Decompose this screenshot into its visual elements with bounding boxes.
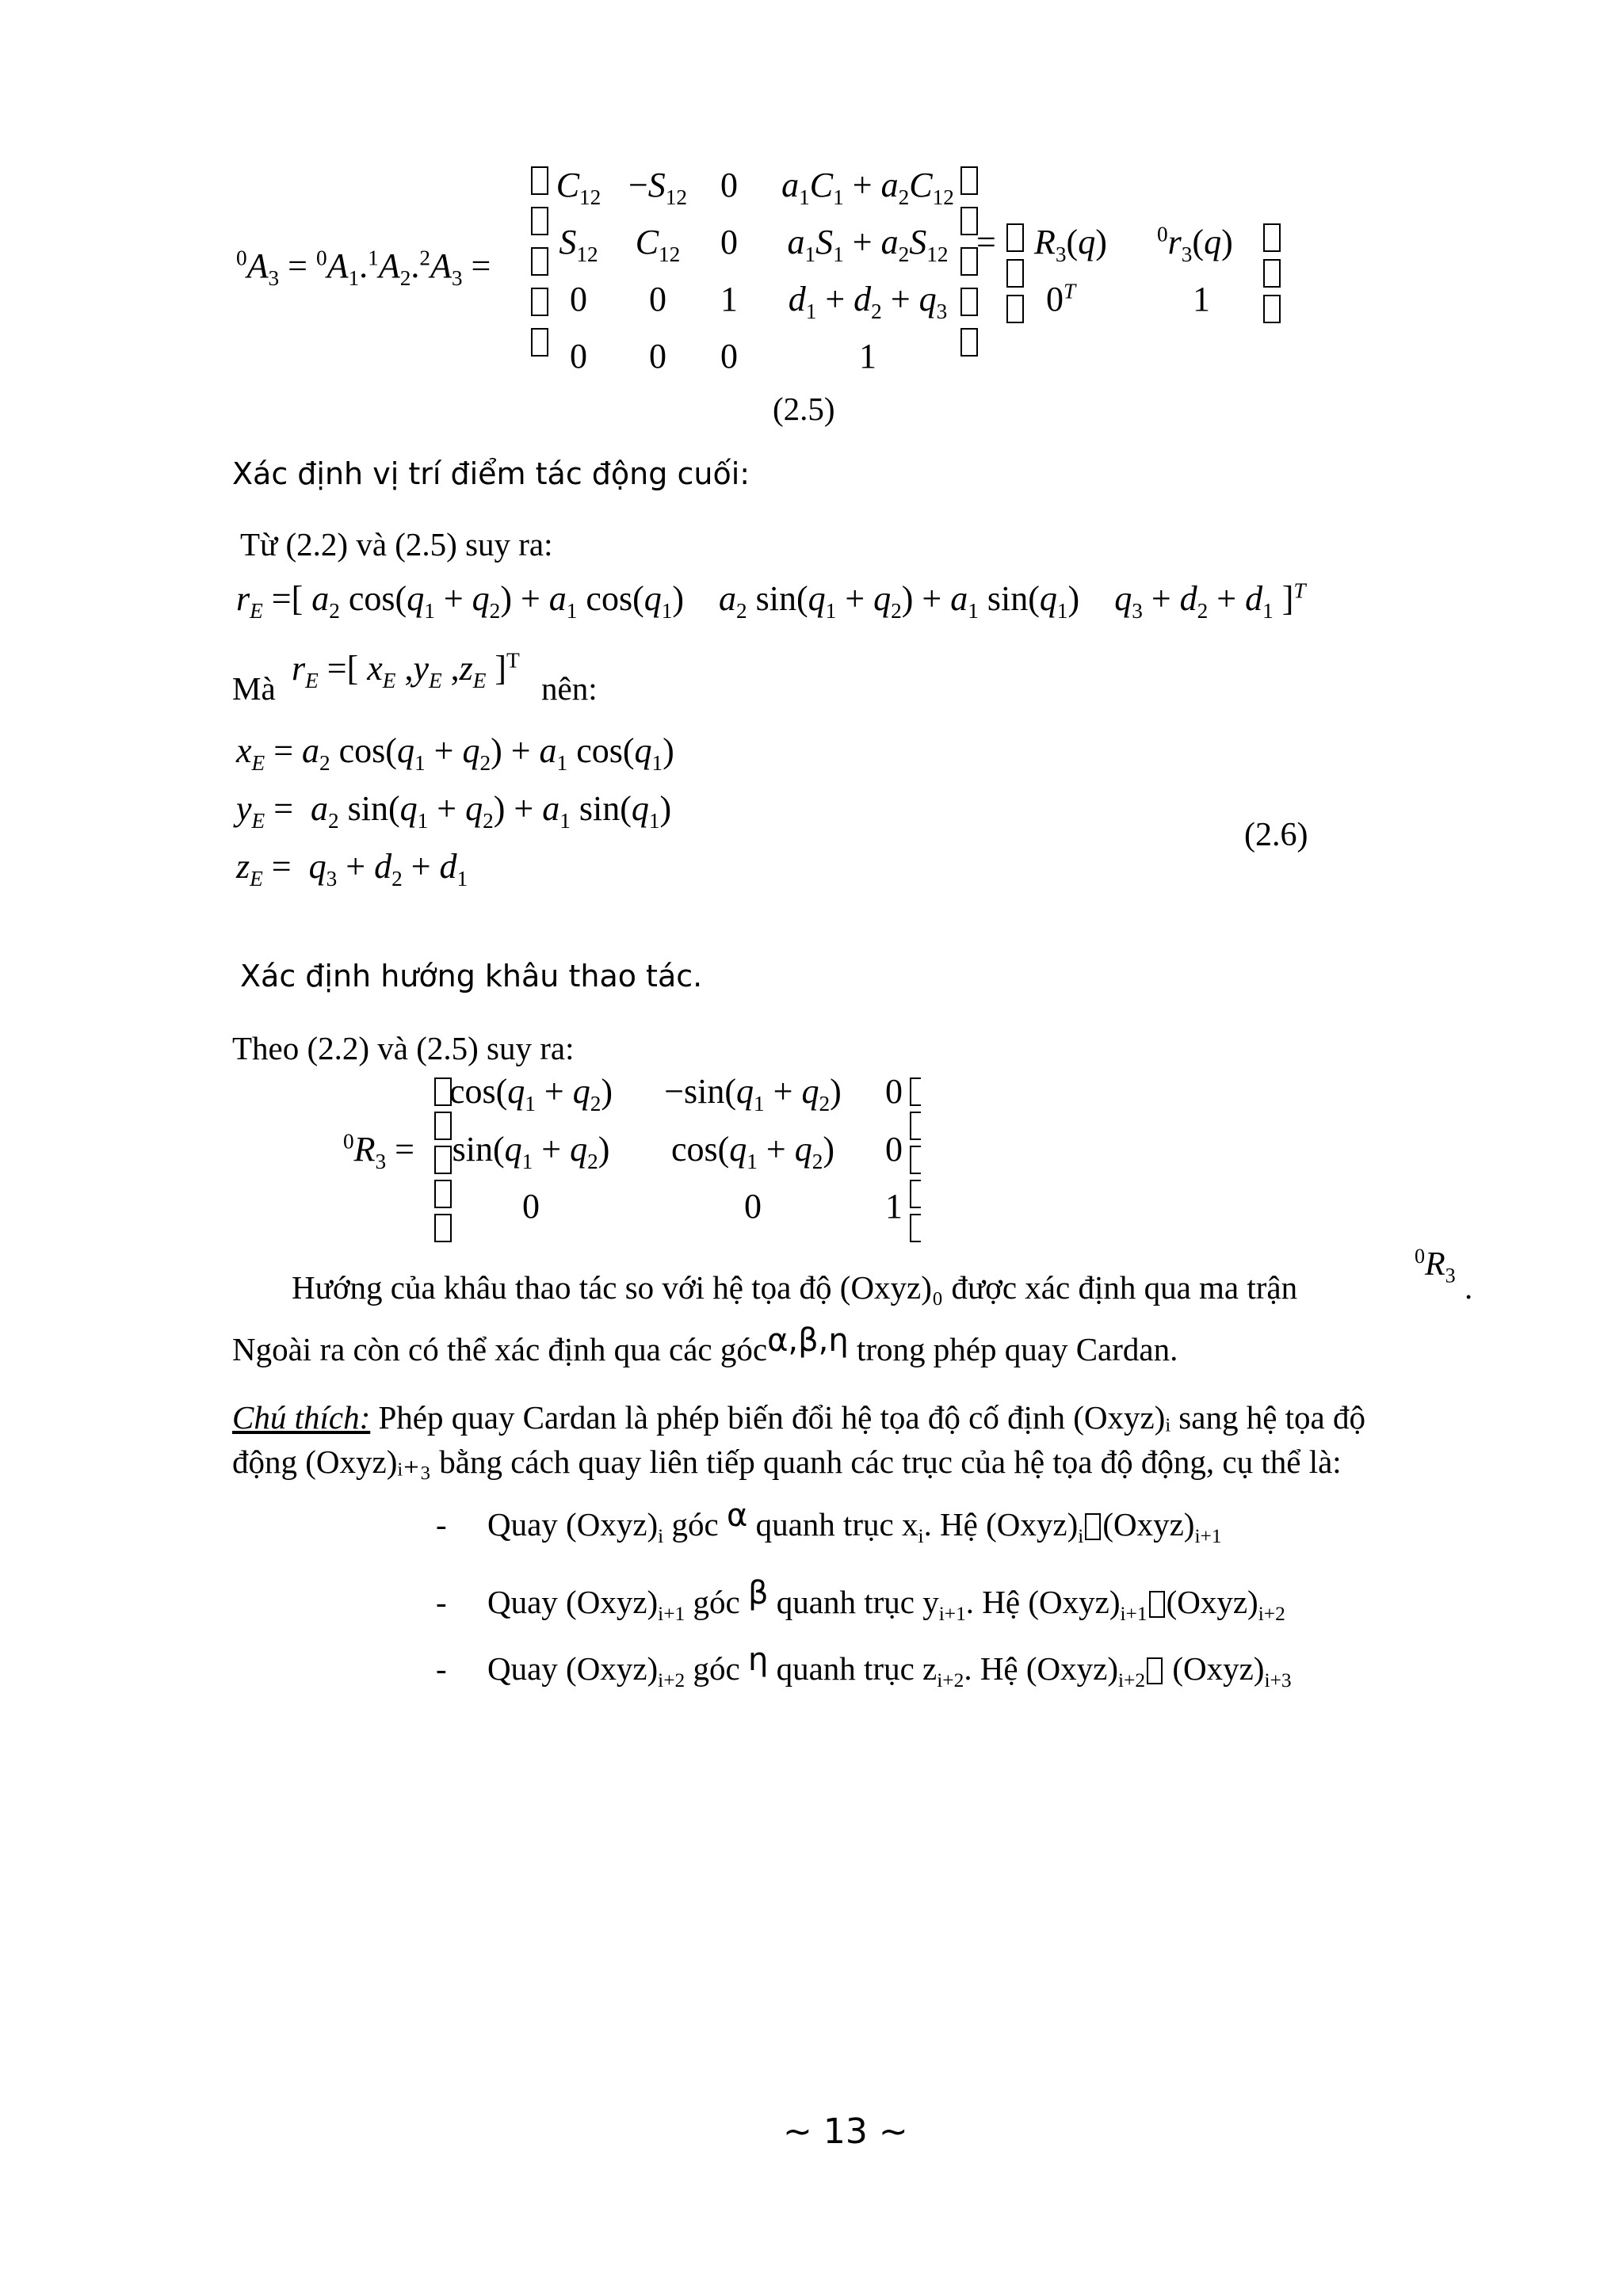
note-line-1 [232, 1396, 1365, 1439]
eq-2-5-cell-r4c1: 0 [570, 337, 587, 376]
bullet-text: . Hệ (Oxyz) [965, 1584, 1121, 1620]
paragraph-angles-after: trong phép quay Cardan. [857, 1331, 1178, 1367]
line-theo: Theo (2.2) và (2.5) suy ra: [232, 1030, 575, 1066]
bullet-sub: i+2 [658, 1669, 685, 1692]
paragraph-angles [232, 1322, 1178, 1371]
eq-2-6-number: (2.6) [1244, 817, 1308, 853]
eq-rE: $r_E$ =[ $a_2$ $\cos(q_1 + q_2) + a_1$ $\cos(q_1)$ $a_2$ $\sin(q_1 + q_2) + a_1$ $\sin(q_1)$ $q_3 + d_2 + d_1$ ]$^T$ [236, 578, 1306, 623]
eq-R3-cell-r3c1: 0 [522, 1187, 540, 1226]
bullet-sub: i+2 [1117, 1669, 1146, 1692]
note-line-2: động (Oxyz)ᵢ₊₃ bằng cách quay liên tiếp quanh các trục của hệ tọa độ động, cụ thể là: [232, 1444, 1342, 1480]
bullet-text: (Oxyz) [1166, 1584, 1258, 1620]
eq-2-5-cell-r4c3: 0 [720, 337, 738, 376]
arrow-icon [1147, 1657, 1163, 1684]
arrow-icon [1149, 1591, 1165, 1618]
eq-R3-cell-r3c3: 1 [885, 1187, 903, 1226]
bullet-text: quanh trục z [768, 1650, 938, 1687]
bullet-text: góc [685, 1584, 748, 1620]
eq-2-5-number: (2.5) [773, 391, 835, 427]
bullet-sub: i [1078, 1525, 1084, 1548]
heading-position: Xác định vị trí điểm tác động cuối: [232, 456, 750, 491]
eq-2-5-cell-r3c2: 0 [649, 280, 666, 318]
eq-2-5-cell-r1c4: $a_1C_1 + a_2C_{12}$ [781, 166, 954, 209]
eq-2-5-cell-r2c1: $S_{12}$ [559, 223, 598, 266]
eq-R3-cell-r3c2: 0 [744, 1187, 762, 1226]
bullet-item [436, 1642, 1292, 1692]
eq-R3-cell-r1c2: $-\sin(q_1 + q_2)$ [664, 1072, 842, 1116]
eq-2-5-cell-r4c2: 0 [649, 337, 666, 376]
line-ma-prefix: Mà [232, 670, 276, 707]
page-number: ~ 13 ~ [783, 2111, 908, 2152]
eq-2-6-xE: $x_E = a_2$ $\cos(q_1 + q_2) + a_1$ $\cos(q_1)$ [236, 731, 674, 775]
eq-R3-right-bracket [908, 1077, 921, 1243]
eq-2-5-cell-r1c3: 0 [720, 166, 738, 204]
eq-2-5-block-r1c1: $R_3(q)$ [1034, 223, 1107, 266]
eq-2-5-block-right-bracket [1262, 223, 1282, 324]
eq-2-5-block-r1c2: $^0r_3(q)$ [1157, 222, 1233, 266]
eq-R3-lhs: $^0R_3$ = [343, 1129, 414, 1173]
eq-2-5-block-r2c1: $0^T$ [1046, 279, 1076, 318]
line-from: Từ (2.2) và (2.5) suy ra: [240, 526, 553, 563]
bullet-dash: - [436, 1506, 447, 1543]
paragraph-angles-before: Ngoài ra còn có thể xác định qua các góc [232, 1331, 768, 1367]
bullet-text: Quay (Oxyz) [487, 1506, 659, 1543]
eq-R3-cell-r1c3: 0 [885, 1072, 903, 1111]
eq-2-5-cell-r2c3: 0 [720, 223, 738, 261]
eq-2-5-cell-r3c1: 0 [570, 280, 587, 318]
eq-2-5-cell-r2c2: $C_{12}$ [635, 223, 681, 266]
bullet-sub: i+2 [937, 1669, 964, 1692]
line-ma-formula: $r_E$ =[ $x_E$ $,y_E$ $,z_E$ ]$^T$ [292, 648, 520, 692]
bullet-text: quanh trục y [768, 1584, 939, 1620]
alpha-symbol: α [726, 1497, 748, 1534]
eq-2-5-cell-r1c1: $C_{12}$ [556, 166, 601, 209]
note-line-1-text: Phép quay Cardan là phép biến đổi hệ tọa độ cố định (Oxyz)ᵢ sang hệ tọa độ [378, 1399, 1365, 1436]
eq-2-5-cell-r3c3: 1 [720, 280, 738, 318]
eta-symbol: η [747, 1642, 769, 1678]
bullet-text: góc [663, 1506, 727, 1543]
eq-2-5-cell-r1c2: $-S_{12}$ [628, 166, 688, 209]
bullet-text: Quay (Oxyz) [487, 1584, 659, 1620]
bullet-sub: i+1 [658, 1603, 685, 1626]
eq-2-5-cell-r4c4: 1 [859, 337, 876, 376]
bullet-sub: i+1 [938, 1603, 966, 1626]
bullet-dash: - [436, 1584, 447, 1620]
bullet-text: quanh trục x [747, 1506, 918, 1543]
eq-2-5-block-left-bracket [1005, 223, 1025, 324]
eq-R3-cell-r2c1: $\sin(q_1 + q_2)$ [452, 1130, 610, 1173]
bullet-item [436, 1575, 1285, 1626]
paragraph-orientation-text: Hướng của khâu thao tác so với hệ tọa độ (Oxyz)₀ được xác định qua ma trận [292, 1269, 1298, 1306]
eq-2-5-block-r2c2: 1 [1193, 280, 1210, 318]
line-ma-suffix: nên: [541, 670, 598, 707]
bullet-sub: i [658, 1525, 664, 1548]
bullet-item [436, 1497, 1222, 1548]
bullet-sub: i+1 [1120, 1603, 1148, 1626]
eq-R3-cell-r2c2: $\cos(q_1 + q_2)$ [670, 1130, 835, 1173]
heading-orientation: Xác định hướng khâu thao tác. [240, 959, 703, 994]
eq-2-6-yE: $y_E = a_2$ $\sin(q_1 + q_2) + a_1$ $\sin(q_1)$ [236, 789, 672, 833]
eq-2-5-lhs: $^0A_3 = ^0A_1.^1A_2.^2A_3$ = [236, 246, 491, 290]
bullet-text: (Oxyz) [1102, 1506, 1195, 1543]
bullet-text: (Oxyz) [1164, 1650, 1265, 1687]
eq-2-5-cell-r3c4: $d_1 + d_2 + q_3$ [788, 280, 948, 323]
eq-2-6-zE: $z_E = q_3 + d_2 + d_1$ [236, 847, 468, 891]
bullet-sub: i [918, 1525, 924, 1548]
eq-2-5-cell-r2c4: $a_1S_1 + a_2S_{12}$ [787, 223, 949, 266]
note-label: Chú thích: [232, 1399, 371, 1436]
eq-R3-cell-r1c1: $\cos(q_1 + q_2)$ [449, 1072, 613, 1116]
arrow-icon [1085, 1513, 1101, 1540]
bullet-text: . Hệ (Oxyz) [964, 1650, 1118, 1687]
bullet-text: . Hệ (Oxyz) [923, 1506, 1079, 1543]
paragraph-orientation [292, 1266, 1297, 1309]
bullet-sub: i+2 [1258, 1603, 1285, 1626]
bullet-text: góc [685, 1650, 748, 1687]
bullet-sub: i+1 [1194, 1525, 1222, 1548]
angles-symbols: α,β,η [767, 1322, 849, 1359]
bullet-dash: - [436, 1650, 447, 1687]
paragraph-orientation-end: . [1465, 1269, 1473, 1306]
paragraph-orientation-symbol: $^0R_3$ [1415, 1245, 1456, 1287]
bullet-sub: i+3 [1264, 1669, 1292, 1692]
bullet-text: Quay (Oxyz) [487, 1650, 659, 1687]
beta-symbol: β [747, 1575, 769, 1611]
eq-2-5-equals: = [976, 223, 996, 261]
eq-R3-cell-r2c3: 0 [885, 1130, 903, 1169]
